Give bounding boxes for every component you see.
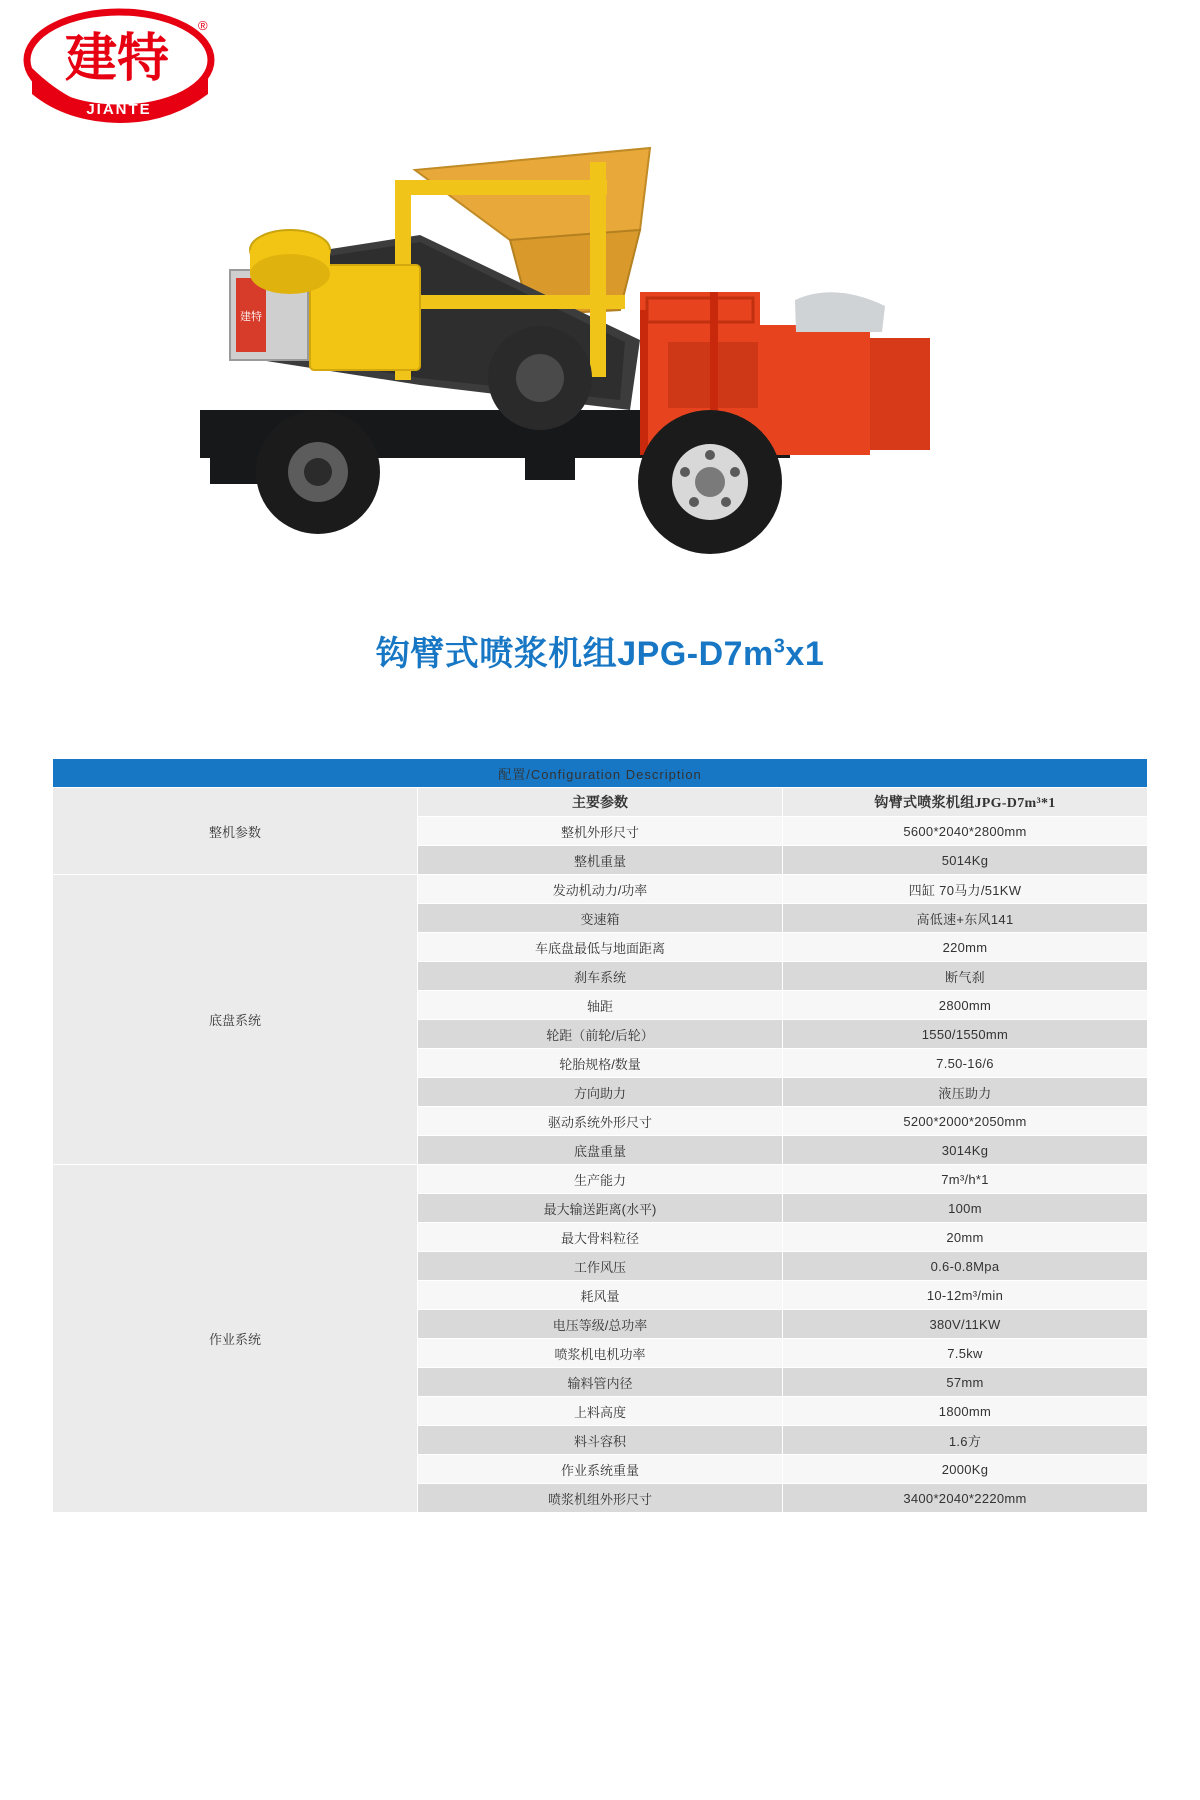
table-header-cell: 配置/Configuration Description	[53, 759, 1148, 788]
table-row-value: 3014Kg	[783, 1136, 1148, 1165]
table-row	[53, 1165, 1148, 1194]
table-row-value: 四缸 70马力/51KW	[783, 875, 1148, 904]
table-header-row	[53, 759, 1148, 788]
table-row-label: 上料高度	[418, 1397, 783, 1426]
table-subhead-label: 主要参数	[418, 788, 783, 817]
table-row-value: 液压助力	[783, 1078, 1148, 1107]
table-row-label: 喷浆机组外形尺寸	[418, 1484, 783, 1513]
trademark-symbol: ®	[198, 18, 208, 33]
table-row-value: 7.5kw	[783, 1339, 1148, 1368]
specification-table-wrapper	[52, 758, 1148, 1513]
table-row-label: 电压等级/总功率	[418, 1310, 783, 1339]
table-row-value: 0.6-0.8Mpa	[783, 1252, 1148, 1281]
table-subhead-row	[53, 788, 1148, 817]
table-row	[53, 875, 1148, 904]
table-row-value: 1.6方	[783, 1426, 1148, 1455]
table-row-value: 220mm	[783, 933, 1148, 962]
table-row-value: 5600*2040*2800mm	[783, 817, 1148, 846]
table-row-value: 高低速+东风141	[783, 904, 1148, 933]
table-row-value: 2800mm	[783, 991, 1148, 1020]
brand-logo	[22, 8, 222, 126]
table-row-label: 变速箱	[418, 904, 783, 933]
table-row-value: 1550/1550mm	[783, 1020, 1148, 1049]
table-row-value: 5200*2000*2050mm	[783, 1107, 1148, 1136]
table-row-label: 输料管内径	[418, 1368, 783, 1397]
table-row-label: 发动机动力/功率	[418, 875, 783, 904]
product-photo	[170, 110, 1030, 610]
table-row-label: 轮距（前轮/后轮）	[418, 1020, 783, 1049]
table-row-label: 料斗容积	[418, 1426, 783, 1455]
table-row-label: 整机外形尺寸	[418, 817, 783, 846]
specification-table	[52, 758, 1148, 1513]
table-row-label: 轮胎规格/数量	[418, 1049, 783, 1078]
svg-text:建特: 建特	[240, 311, 262, 323]
page-title-suffix: x1	[785, 635, 825, 673]
table-row-value: 380V/11KW	[783, 1310, 1148, 1339]
table-subhead-value: 钩臂式喷浆机组JPG-D7m³*1	[783, 788, 1148, 817]
table-row-label: 生产能力	[418, 1165, 783, 1194]
page-title-prefix: 钩臂式喷浆机组JPG-D7m	[375, 635, 774, 673]
table-category-cell: 底盘系统	[53, 875, 418, 1165]
table-row-value: 1800mm	[783, 1397, 1148, 1426]
page-title-exponent: 3	[773, 635, 786, 658]
table-category-cell: 整机参数	[53, 788, 418, 875]
table-row-label: 轴距	[418, 991, 783, 1020]
table-row-value: 10-12m³/min	[783, 1281, 1148, 1310]
table-row-label: 底盘重量	[418, 1136, 783, 1165]
table-row-label: 车底盘最低与地面距离	[418, 933, 783, 962]
table-row-label: 驱动系统外形尺寸	[418, 1107, 783, 1136]
table-row-value: 7m³/h*1	[783, 1165, 1148, 1194]
logo-chinese-text: 建特	[64, 31, 170, 88]
table-row-value: 3400*2040*2220mm	[783, 1484, 1148, 1513]
table-row-label: 最大输送距离(水平)	[418, 1194, 783, 1223]
table-row-value: 57mm	[783, 1368, 1148, 1397]
page-title	[0, 626, 1200, 675]
table-row-label: 喷浆机电机功率	[418, 1339, 783, 1368]
logo-pinyin-text: JIANTE	[86, 101, 152, 118]
table-row-label: 最大骨料粒径	[418, 1223, 783, 1252]
table-row-label: 工作风压	[418, 1252, 783, 1281]
table-row-value: 2000Kg	[783, 1455, 1148, 1484]
table-row-label: 刹车系统	[418, 962, 783, 991]
table-row-label: 整机重量	[418, 846, 783, 875]
table-row-value: 100m	[783, 1194, 1148, 1223]
table-row-value: 7.50-16/6	[783, 1049, 1148, 1078]
table-row-value: 20mm	[783, 1223, 1148, 1252]
table-row-label: 方向助力	[418, 1078, 783, 1107]
table-category-cell: 作业系统	[53, 1165, 418, 1513]
table-row-value: 5014Kg	[783, 846, 1148, 875]
table-row-value: 断气刹	[783, 962, 1148, 991]
table-row-label: 耗风量	[418, 1281, 783, 1310]
table-row-label: 作业系统重量	[418, 1455, 783, 1484]
